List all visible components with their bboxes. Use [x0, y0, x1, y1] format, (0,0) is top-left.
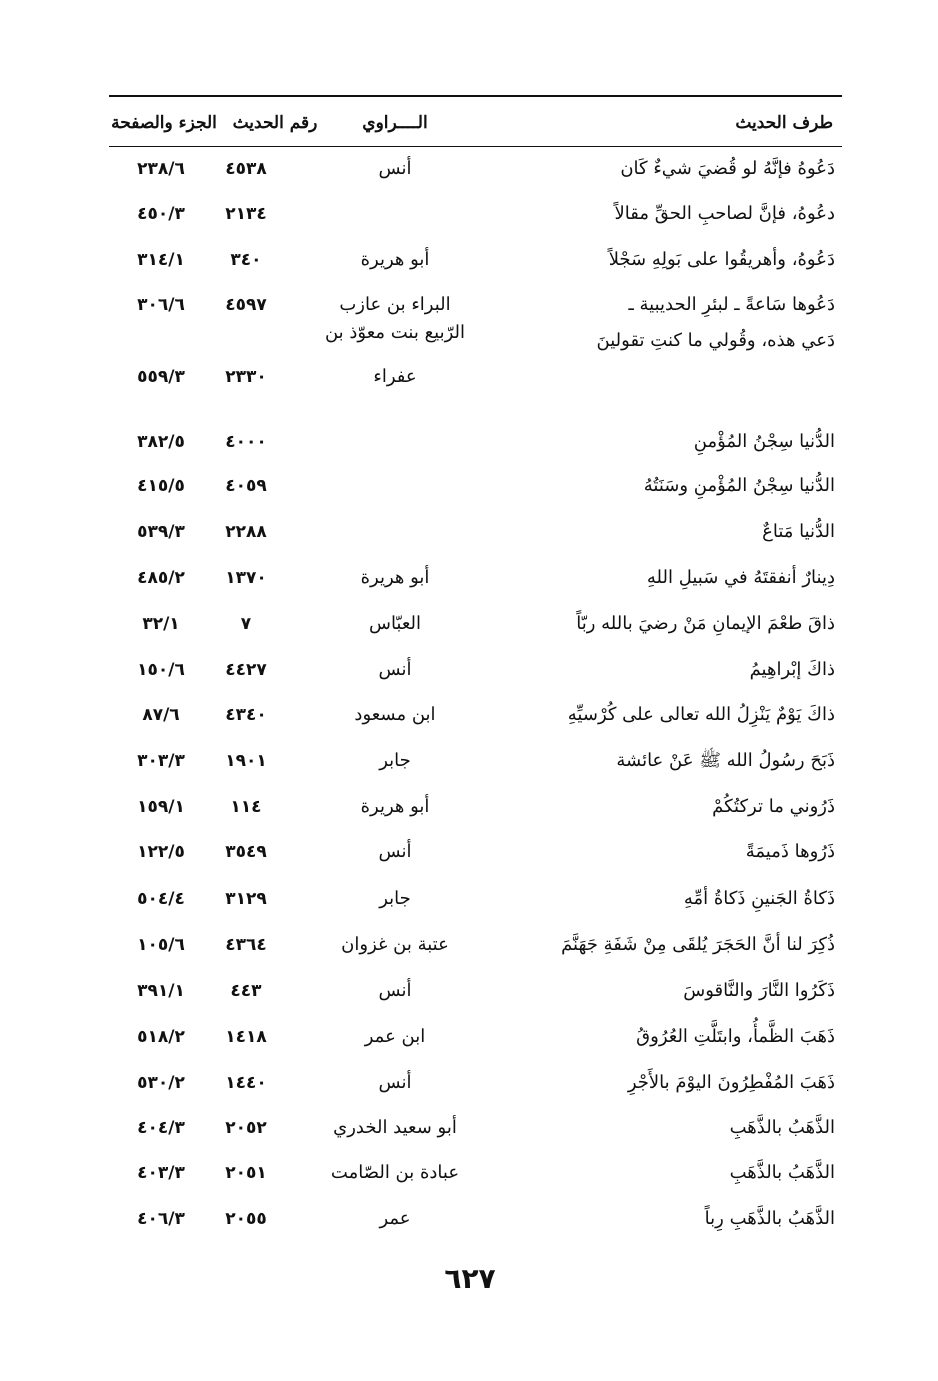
volume-page: ١٥٠/٦	[137, 660, 185, 680]
hadith-text: ذَبَحَ رسُولُ الله ﷺ عَنْ عائشة	[616, 750, 835, 771]
hadith-text: ذاقَ طعْمَ الإيمانِ مَنْ رضيَ بالله ربّاً	[576, 613, 835, 634]
hadith-text: دَعُوهُ فإنَّهُ لو قُضيَ شيءٌ كَان	[620, 158, 835, 179]
volume-page: ٢٣٨/٦	[137, 159, 185, 179]
hadith-number: ٣١٢٩	[225, 889, 267, 909]
narrator: الرّبيع بنت معوّذ بن	[324, 322, 466, 343]
table-row	[0, 741, 938, 781]
table-row	[0, 925, 938, 965]
table-row	[0, 650, 938, 690]
volume-page: ٣٠٣/٣	[137, 751, 185, 771]
hadith-text: الدُّنيا سِجْنُ المُؤْمنِ	[693, 431, 835, 452]
narrator: عبادة بن الصّامت	[330, 1162, 460, 1183]
header-number: رقم الحديث	[232, 113, 318, 133]
hadith-text: الدُّنيا سِجْنُ المُؤْمنِ وسَنَتُهُ	[643, 475, 835, 496]
hadith-number: ٤٠٥٩	[225, 476, 267, 496]
volume-page: ٥٠٤/٤	[137, 889, 185, 909]
hadith-number: ٢١٣٤	[225, 204, 267, 224]
volume-page: ٥٥٩/٣	[137, 367, 185, 387]
hadith-text: دَعُوهُ، وأهريقُوا على بَولِهِ سَجْلاً	[608, 249, 835, 270]
volume-page: ٨٧/٦	[142, 705, 180, 725]
volume-page: ١٥٩/١	[137, 797, 185, 817]
narrator: أنس	[378, 841, 412, 862]
narrator-continued: عفراء	[373, 366, 417, 387]
hadith-number: ٣٥٤٩	[225, 842, 267, 862]
hadith-text: ذَرُوها ذَميمَةً	[745, 841, 835, 862]
header-narrator: الــــراوي	[362, 113, 428, 133]
hadith-number: ١٣٧٠	[225, 568, 267, 588]
table-row	[0, 422, 938, 462]
narrator: أنس	[378, 980, 412, 1001]
volume-page: ٥٣٩/٣	[137, 522, 185, 542]
table-row	[0, 695, 938, 735]
hadith-text: ذَرُوني ما تركتُكُمْ	[712, 796, 835, 817]
hadith-number: ٣٤٠	[230, 250, 262, 270]
hadith-number: ٤٥٩٧	[225, 295, 267, 315]
hadith-text: الذَّهَبُ بالذَّهَبِ	[729, 1162, 835, 1183]
hadith-number: ٢٣٣٠	[225, 367, 267, 387]
table-row	[0, 879, 938, 919]
hadith-text: دعُوهُ، فإنَّ لصاحبِ الحقِّ مقالاً	[614, 203, 835, 224]
volume-page: ١٠٥/٦	[137, 935, 185, 955]
narrator: العبّاس	[368, 613, 422, 634]
volume-page: ٣٩١/١	[137, 981, 185, 1001]
hadith-text: ذُكِرَ لنا أنَّ الحَجَرَ يُلقَى مِنْ شَفَةِ جَهَنَّمَ	[561, 934, 835, 955]
hadith-number: ١٤٤٠	[225, 1073, 267, 1093]
narrator: ابن مسعود	[354, 704, 436, 725]
table-row	[0, 1153, 938, 1193]
hadith-number: ٤٠٠٠	[225, 432, 267, 452]
hadith-number: ١١٤	[230, 797, 262, 817]
table-row	[0, 971, 938, 1011]
volume-page: ٤٥٠/٣	[137, 204, 185, 224]
narrator: جابر	[379, 888, 411, 909]
volume-page: ٤٠٦/٣	[137, 1209, 185, 1229]
volume-page: ١٢٢/٥	[137, 842, 185, 862]
narrator: البراء بن عازب	[339, 294, 451, 315]
hadith-number: ١٤١٨	[225, 1027, 267, 1047]
table-row	[0, 787, 938, 827]
table-row	[0, 285, 938, 325]
hadith-number: ٤٥٣٨	[225, 159, 267, 179]
volume-page: ٤٠٤/٣	[137, 1118, 185, 1138]
table-row	[0, 604, 938, 644]
hadith-text: دَعُوها سَاعةً ـ لبئرِ الحديبية ـ	[628, 294, 835, 315]
volume-page: ٤٨٥/٢	[137, 568, 185, 588]
hadith-number: ٧	[240, 614, 252, 634]
table-row	[0, 512, 938, 552]
table-row	[0, 322, 938, 387]
hadith-number: ٢٠٥٥	[225, 1209, 267, 1229]
page-number: ٦٢٧	[444, 1262, 496, 1295]
hadith-number: ٤٤٢٧	[225, 660, 267, 680]
table-row	[0, 1108, 938, 1148]
narrator: عتبة بن غزوان	[341, 934, 449, 955]
hadith-text: ذَكَرُوا النَّارَ والنَّاقوسَ	[683, 980, 835, 1001]
table-row	[0, 1017, 938, 1057]
hadith-number: ٤٤٣	[230, 981, 262, 1001]
volume-page: ٣١٤/١	[137, 250, 185, 270]
narrator: أبو هريرة	[360, 249, 430, 270]
table-row	[0, 558, 938, 598]
hadith-text: ذَهَبَ الظَّمأُ، وابتَلَّتِ العُرُوقُ	[636, 1026, 835, 1047]
volume-page: ٤١٥/٥	[137, 476, 185, 496]
table-row	[0, 466, 938, 506]
hadith-text: الذَّهَبُ بالذَّهَبِ	[729, 1117, 835, 1138]
hadith-text: الدُّنيا مَتاعٌ	[762, 521, 835, 542]
volume-page: ٣٨٢/٥	[137, 432, 185, 452]
narrator: أنس	[378, 158, 412, 179]
header-text: طرف الحديث	[735, 113, 833, 133]
volume-page: ٣٠٦/٦	[137, 295, 185, 315]
narrator: أبو سعيد الخدري	[333, 1117, 457, 1138]
volume-page: ٥١٨/٢	[137, 1027, 185, 1047]
hadith-text: دَعي هذه، وقُولي ما كنتِ تقولينَ	[596, 330, 835, 351]
hadith-text: ذاكَ يَوْمٌ يَنْزِلُ الله تعالى على كُرْسيِّهِ	[567, 704, 835, 725]
narrator: عمر	[379, 1208, 411, 1229]
narrator: أبو هريرة	[360, 796, 430, 817]
narrator: أنس	[378, 659, 412, 680]
volume-page: ٤٠٣/٣	[137, 1163, 185, 1183]
narrator: أبو هريرة	[360, 567, 430, 588]
hadith-number: ١٩٠١	[225, 751, 267, 771]
volume-page: ٣٢/١	[142, 614, 180, 634]
header-volume-page: الجزء والصفحة	[111, 113, 217, 133]
hadith-number: ٢٠٥١	[225, 1163, 267, 1183]
hadith-number: ٢٠٥٢	[225, 1118, 267, 1138]
table-row	[0, 832, 938, 872]
hadith-text: ذَكاةُ الجَنينِ ذَكاةُ أمِّهِ	[683, 888, 835, 909]
hadith-text: ذاكَ إبْراهِيمُ	[749, 659, 835, 680]
narrator: أنس	[378, 1072, 412, 1093]
hadith-number: ٤٣٦٤	[225, 935, 267, 955]
narrator: ابن عمر	[364, 1026, 426, 1047]
table-row	[0, 240, 938, 280]
hadith-text: الذَّهَبُ بالذَّهَبِ رِباً	[704, 1208, 835, 1229]
hadith-number: ٤٣٤٠	[225, 705, 267, 725]
volume-page: ٥٣٠/٢	[137, 1073, 185, 1093]
hadith-number: ٢٢٨٨	[225, 522, 267, 542]
narrator: جابر	[379, 750, 411, 771]
table-row	[0, 194, 938, 234]
table-row	[0, 1199, 938, 1239]
table-row	[0, 1063, 938, 1103]
hadith-text: دِينارٌ أنفقتَهُ في سَبيلِ اللهِ	[646, 567, 835, 588]
table-row	[0, 149, 938, 189]
hadith-text: ذَهَبَ المُفْطِرُونَ اليوْمَ بالأَجْرِ	[627, 1072, 835, 1093]
